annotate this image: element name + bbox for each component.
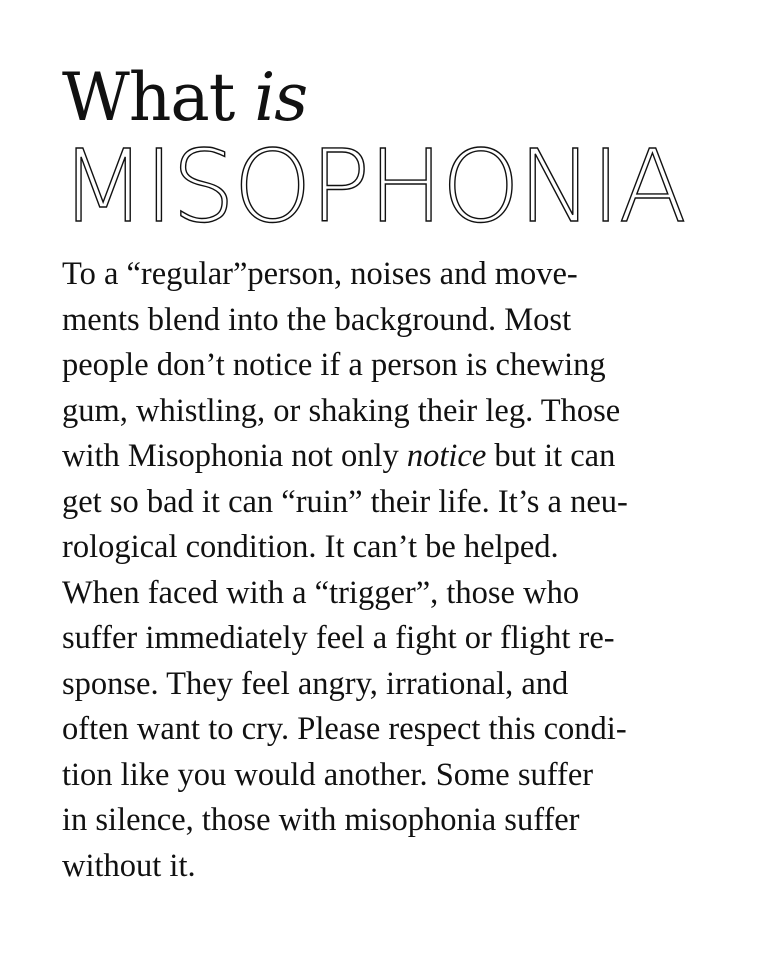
body-line: often want to cry. Please respect this condi- — [62, 711, 627, 747]
title-word-is: is — [254, 59, 308, 136]
body-line: When faced with a “trigger”, those who — [62, 574, 580, 611]
emphasis-notice: notice — [406, 438, 487, 474]
body-line — [62, 434, 712, 480]
body-line: sponse. They feel angry, irrational, and — [62, 665, 569, 702]
body-line: gum, whistling, or shaking their leg. Those — [62, 392, 621, 429]
title-word-what: What — [62, 59, 255, 136]
body-line-start: with Misophonia not only — [62, 438, 407, 474]
body-line: To a “regular”person, noises and move- — [62, 256, 578, 292]
body-line: people don’t notice if a person is chewing — [62, 347, 606, 383]
body-line: rological condition. It can’t be helped. — [62, 529, 559, 565]
body-line-end: but it can — [486, 438, 616, 474]
body-line: get so bad it can “ruin” their life. It’s a neu- — [62, 483, 628, 520]
title-what-is — [62, 58, 307, 138]
body-line: without it. — [62, 847, 196, 884]
body-line: in silence, those with misophonia suffer — [62, 802, 580, 838]
body-paragraph — [62, 252, 712, 889]
body-line: suffer immediately feel a fight or flight re- — [62, 620, 615, 656]
title-misophonia: MISOPHONIA — [60, 128, 685, 245]
body-line: ments blend into the background. Most — [62, 301, 572, 338]
body-line: tion like you would another. Some suffer — [62, 756, 594, 793]
